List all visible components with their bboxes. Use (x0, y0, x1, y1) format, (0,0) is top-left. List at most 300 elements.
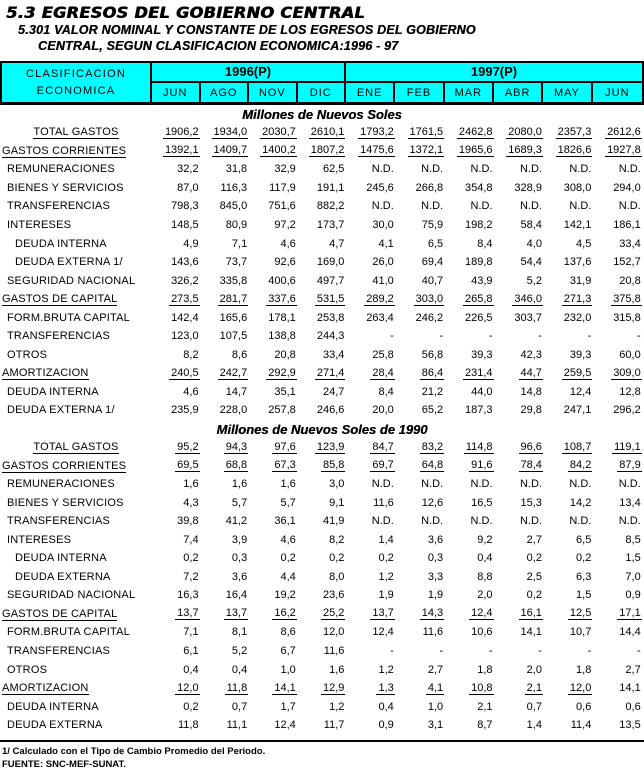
value-cell: 303,0 (415, 292, 444, 305)
value-cell: 246,2 (415, 311, 444, 324)
value-cell: 1,0 (280, 663, 296, 676)
footnote: 1/ Calculado con el Tipo de Cambio Promedio del Periodo. (2, 745, 266, 757)
value-cell: 169,0 (316, 256, 345, 269)
value-cell: 13,7 (225, 607, 248, 620)
value-cell: 13,7 (372, 607, 394, 620)
value-cell: 96,6 (520, 440, 542, 453)
value-cell: - (439, 330, 444, 343)
value-cell: 3,0 (329, 478, 345, 491)
value-cell: 2080,0 (508, 125, 542, 138)
value-cell: - (587, 330, 592, 343)
value-cell: 25,2 (322, 607, 345, 620)
value-cell: - (390, 330, 394, 343)
value-cell: 40,7 (421, 274, 444, 287)
value-cell: 24,7 (322, 385, 345, 398)
value-cell: 73,7 (225, 256, 248, 269)
table-row (0, 605, 644, 624)
value-cell: 41,9 (322, 515, 345, 528)
value-cell: 69,7 (372, 459, 394, 472)
value-cell: 6,5 (427, 237, 444, 250)
table-row (0, 660, 644, 679)
footer-divider (0, 740, 644, 742)
value-cell: 29,8 (520, 404, 542, 417)
value-cell: 0,2 (183, 700, 199, 713)
row-label: FORM.BRUTA CAPITAL (7, 311, 130, 324)
value-cell: 198,2 (465, 219, 493, 231)
row-label: GASTOS DE CAPITAL (2, 293, 118, 306)
section-title: Millones de Nuevos Soles (242, 107, 402, 122)
value-cell: 9,2 (477, 533, 493, 546)
row-label: INTERESES (7, 533, 72, 546)
table-row (0, 493, 644, 512)
value-cell: 97,2 (274, 219, 296, 231)
value-cell: 242,7 (219, 366, 248, 379)
value-cell: 10,8 (471, 681, 493, 694)
value-cell: N.D. (470, 478, 493, 491)
value-cell: 6,3 (576, 570, 592, 583)
value-cell: 95,2 (177, 440, 199, 453)
value-cell: 3,6 (427, 533, 444, 546)
value-cell: 232,0 (563, 311, 592, 324)
value-cell: 2610,1 (310, 125, 345, 138)
value-cell: N.D. (371, 163, 394, 176)
value-cell: 26,0 (372, 256, 394, 269)
value-cell: 69,4 (421, 256, 444, 269)
value-cell: 2,5 (526, 570, 542, 583)
value-cell: N.D. (371, 478, 394, 491)
value-cell: N.D. (470, 515, 493, 528)
value-cell: - (538, 330, 542, 343)
value-cell: 31,9 (569, 274, 592, 287)
value-cell: 44,0 (471, 385, 493, 398)
value-cell: 12,5 (569, 607, 592, 620)
classification-header-line1: CLASIFICACION (26, 68, 126, 81)
value-cell: 14,8 (520, 385, 542, 398)
table-body (0, 106, 644, 735)
value-cell: 64,8 (421, 459, 444, 472)
value-cell: N.D. (618, 200, 641, 213)
value-cell: 4,7 (329, 237, 345, 250)
value-cell: 2357,3 (557, 125, 592, 138)
value-cell: 94,3 (225, 440, 248, 453)
value-cell: 20,0 (372, 404, 394, 417)
value-cell: 14,2 (569, 496, 592, 509)
row-label: DEUDA INTERNA (7, 385, 99, 398)
value-cell: 28,4 (372, 366, 394, 379)
value-cell: 292,9 (268, 366, 296, 379)
value-cell: N.D. (519, 200, 542, 213)
value-cell: 14,1 (274, 681, 296, 694)
value-cell: N.D. (569, 478, 592, 491)
table-row (0, 642, 644, 661)
value-cell: 12,0 (569, 681, 592, 694)
page-subtitle-line2: CENTRAL, SEGUN CLASIFICACION ECONOMICA:1996 - 97 (38, 38, 399, 53)
value-cell: 246,6 (316, 404, 345, 417)
value-cell: 0,6 (625, 700, 641, 713)
value-cell: 1,5 (576, 589, 592, 602)
value-cell: 16,2 (274, 607, 296, 620)
value-cell: 281,7 (219, 292, 248, 305)
value-cell: 107,5 (219, 330, 248, 343)
value-cell: 10,7 (569, 626, 592, 639)
section-title: Millones de Nuevos Soles de 1990 (216, 421, 428, 437)
value-cell: 1965,6 (458, 144, 493, 157)
value-cell: 263,4 (366, 311, 394, 324)
value-cell: 8,6 (280, 626, 296, 639)
value-cell: 137,6 (563, 256, 592, 269)
value-cell: 8,0 (329, 570, 345, 583)
value-cell: N.D. (618, 515, 641, 528)
value-cell: 116,3 (220, 181, 248, 194)
table-row (0, 383, 644, 402)
table-row (0, 549, 644, 568)
value-cell: N.D. (470, 163, 493, 176)
value-cell: 1392,1 (164, 144, 199, 157)
value-cell: 1,6 (231, 478, 248, 491)
value-cell: 266,8 (415, 181, 444, 194)
value-cell: 68,8 (225, 459, 248, 472)
value-cell: 8,8 (477, 570, 493, 583)
row-label: OTROS (7, 348, 48, 361)
value-cell: 97,6 (274, 440, 296, 453)
value-cell: 16,4 (225, 589, 248, 602)
value-cell: 2,1 (526, 681, 542, 694)
value-cell: 1,8 (477, 663, 493, 676)
value-cell: 14,7 (225, 385, 248, 398)
value-cell: 43,9 (471, 274, 493, 287)
value-cell: 1409,7 (213, 144, 248, 157)
table-row (0, 568, 644, 587)
month-row (152, 83, 642, 102)
value-cell: 16,1 (520, 607, 542, 620)
value-cell: N.D. (421, 478, 444, 491)
value-cell: 78,4 (520, 459, 542, 472)
value-cell: 296,2 (613, 404, 641, 417)
value-cell: 12,8 (619, 385, 641, 398)
value-cell: 5,7 (231, 496, 248, 509)
value-cell: 8,4 (378, 385, 394, 398)
table-row (0, 475, 644, 494)
value-cell: 173,7 (316, 219, 345, 231)
row-label: DEUDA INTERNA (7, 700, 99, 713)
value-cell: 0,3 (427, 552, 444, 565)
value-cell: 4,3 (183, 496, 199, 509)
month-header-cell: MAR (445, 83, 494, 102)
row-label: AMORTIZACION (2, 682, 89, 695)
value-cell: 16,3 (177, 589, 199, 602)
value-cell: 497,7 (316, 274, 345, 287)
value-cell: 36,1 (274, 515, 296, 528)
value-cell: 7,1 (231, 237, 248, 250)
value-cell: 2030,7 (262, 125, 296, 138)
value-cell: 326,2 (171, 274, 199, 287)
value-cell: 845,0 (219, 200, 248, 213)
value-cell: 11,4 (570, 719, 592, 732)
table-row (0, 179, 644, 198)
table-row (0, 530, 644, 549)
value-cell: 12,6 (421, 496, 444, 509)
value-cell: 11,6 (373, 496, 394, 509)
row-label: TOTAL GASTOS (33, 126, 119, 139)
value-cell: 0,9 (625, 589, 641, 602)
table-row (0, 679, 644, 698)
value-cell: 882,2 (316, 200, 345, 213)
value-cell: 13,4 (619, 496, 641, 509)
page-title: 5.3 EGRESOS DEL GOBIERNO CENTRAL (6, 3, 365, 22)
value-cell: 41,2 (225, 515, 248, 528)
value-cell: 30,0 (372, 219, 394, 231)
value-cell: 1,4 (526, 719, 542, 732)
row-label: REMUNERACIONES (7, 478, 115, 491)
value-cell: 1,2 (378, 663, 394, 676)
row-label: SEGURIDAD NACIONAL (7, 589, 136, 602)
classification-header-line2: ECONOMICA (36, 84, 116, 97)
value-cell: 303,7 (514, 311, 542, 324)
value-cell: 14,1 (520, 626, 542, 639)
value-cell: 0,2 (526, 552, 542, 565)
value-cell: 67,3 (274, 459, 296, 472)
value-cell: 8,5 (625, 533, 641, 546)
value-cell: 0,6 (576, 700, 592, 713)
value-cell: 44,7 (520, 366, 542, 379)
value-cell: - (488, 330, 493, 343)
value-cell: 0,9 (378, 719, 394, 732)
row-label: BIENES Y SERVICIOS (7, 496, 124, 509)
value-cell: 13,7 (177, 607, 199, 620)
value-cell: 2462,8 (458, 125, 493, 138)
row-label: DEUDA EXTERNA (15, 570, 111, 583)
value-cell: 257,8 (268, 404, 296, 417)
value-cell: 309,0 (613, 366, 641, 379)
value-cell: 1,3 (378, 681, 394, 694)
value-cell: 5,2 (231, 645, 248, 658)
value-cell: 8,1 (231, 626, 248, 639)
table-row (0, 346, 644, 365)
value-cell: 7,0 (625, 570, 641, 583)
table-row (0, 216, 644, 235)
value-cell: 244,3 (316, 330, 345, 343)
value-cell: 1475,6 (360, 144, 394, 157)
value-cell: 19,2 (274, 589, 296, 602)
value-cell: 375,8 (613, 292, 641, 305)
month-header-cell: MAY (543, 83, 592, 102)
value-cell: 1,6 (280, 478, 296, 491)
value-cell: 3,3 (427, 570, 444, 583)
value-cell: 11,8 (178, 719, 199, 732)
value-cell: 4,6 (280, 533, 296, 546)
value-cell: 17,1 (619, 607, 641, 620)
value-cell: 14,4 (619, 626, 641, 639)
value-cell: 0,2 (378, 552, 394, 565)
value-cell: 10,6 (471, 626, 493, 639)
value-cell: 1807,2 (310, 144, 345, 157)
value-cell: 2,7 (427, 663, 444, 676)
month-header-cell: DIC (298, 83, 347, 102)
value-cell: 1,9 (427, 589, 444, 602)
row-label: AMORTIZACION (2, 367, 89, 380)
value-cell: 354,8 (465, 181, 493, 194)
value-cell: 33,4 (322, 348, 345, 361)
value-cell: 751,6 (268, 200, 296, 213)
value-cell: 2,1 (477, 700, 493, 713)
value-cell: 1793,2 (360, 125, 394, 138)
table-row (0, 197, 644, 216)
value-cell: 0,4 (183, 663, 199, 676)
value-cell: N.D. (470, 200, 493, 213)
value-cell: 1689,3 (508, 144, 542, 157)
row-label: GASTOS CORRIENTES (2, 459, 127, 472)
value-cell: 32,9 (274, 163, 296, 176)
value-cell: 0,4 (477, 552, 493, 565)
row-label: TRANSFERENCIAS (7, 645, 111, 658)
value-cell: - (439, 645, 444, 658)
row-label: DEUDA INTERNA (15, 552, 107, 565)
value-cell: N.D. (421, 200, 444, 213)
value-cell: 6,5 (576, 533, 592, 546)
row-label: SEGURIDAD NACIONAL (7, 274, 136, 287)
value-cell: 337,6 (268, 292, 296, 305)
value-cell: N.D. (569, 200, 592, 213)
value-cell: 14,1 (619, 682, 641, 695)
value-cell: 308,0 (563, 181, 592, 194)
table-row (0, 697, 644, 716)
value-cell: - (488, 645, 493, 658)
row-label: TOTAL GASTOS (33, 441, 119, 454)
value-cell: 178,1 (268, 311, 296, 324)
value-cell: 87,9 (619, 459, 641, 472)
value-cell: N.D. (519, 163, 542, 176)
value-cell: 315,8 (613, 311, 641, 324)
value-cell: 1,2 (329, 700, 345, 713)
table-row (0, 234, 644, 253)
table-row (0, 253, 644, 272)
value-cell: 328,9 (514, 181, 542, 194)
value-cell: 191,1 (316, 181, 345, 194)
value-cell: 39,8 (177, 515, 199, 528)
value-cell: 114,8 (465, 440, 493, 453)
value-cell: N.D. (569, 515, 592, 528)
value-cell: 2,0 (526, 663, 542, 676)
value-cell: 7,4 (183, 533, 199, 546)
value-cell: 117,9 (269, 181, 296, 194)
value-cell: 798,3 (171, 200, 199, 213)
value-cell: 4,5 (576, 237, 592, 250)
value-cell: 0,2 (183, 552, 199, 565)
value-cell: 1,9 (378, 589, 394, 602)
value-cell: 4,9 (183, 237, 199, 250)
month-header-cell: NOV (249, 83, 298, 102)
value-cell: 231,4 (465, 366, 493, 379)
value-cell: 16,5 (471, 496, 493, 509)
value-cell: 56,8 (421, 348, 444, 361)
value-cell: 2,0 (477, 589, 493, 602)
value-cell: 123,9 (316, 440, 345, 453)
value-cell: 235,9 (171, 404, 199, 417)
value-cell: 189,8 (465, 256, 493, 269)
source-note: FUENTE: SNC-MEF-SUNAT. (2, 758, 126, 770)
value-cell: 25,8 (372, 348, 394, 361)
value-cell: 8,4 (477, 237, 493, 250)
value-cell: 4,6 (183, 385, 199, 398)
value-cell: 4,1 (427, 681, 444, 694)
value-cell: 32,2 (177, 163, 199, 176)
value-cell: 123,0 (171, 330, 199, 343)
value-cell: 228,0 (219, 404, 248, 417)
month-header-cell: ABR (494, 83, 543, 102)
table-row (0, 623, 644, 642)
value-cell: 271,4 (316, 366, 345, 379)
value-cell: N.D. (421, 163, 444, 176)
value-cell: 12,4 (471, 607, 493, 620)
value-cell: - (637, 330, 641, 343)
value-cell: 186,1 (613, 219, 641, 231)
value-cell: 1906,2 (164, 125, 199, 138)
table-row (0, 327, 644, 346)
table-row (0, 160, 644, 179)
row-label: INTERESES (7, 219, 72, 231)
value-cell: 265,8 (465, 292, 493, 305)
value-cell: 1934,0 (213, 125, 248, 138)
value-cell: 3,1 (427, 719, 444, 732)
value-cell: 7,2 (183, 570, 199, 583)
value-cell: 247,1 (563, 404, 592, 417)
value-cell: 1927,8 (607, 144, 641, 157)
value-cell: 240,5 (171, 366, 199, 379)
value-cell: 138,8 (268, 330, 296, 343)
row-label: OTROS (7, 663, 48, 676)
value-cell: 294,0 (613, 181, 641, 194)
value-cell: 271,3 (563, 292, 592, 305)
value-cell: 119,1 (614, 440, 641, 453)
value-cell: 273,5 (171, 292, 199, 305)
value-cell: 1,2 (378, 570, 394, 583)
value-cell: 20,8 (274, 348, 296, 361)
value-cell: 11,7 (323, 719, 345, 732)
value-cell: 5,7 (280, 496, 296, 509)
value-cell: 4,1 (378, 237, 394, 250)
value-cell: 39,3 (471, 348, 493, 361)
table-row (0, 364, 644, 383)
value-cell: 84,2 (569, 459, 592, 472)
value-cell: 3,9 (231, 533, 248, 546)
value-cell: 62,5 (322, 163, 345, 176)
value-cell: 75,9 (421, 219, 444, 231)
value-cell: 54,4 (520, 256, 542, 269)
table-row (0, 456, 644, 475)
row-label: TRANSFERENCIAS (7, 515, 111, 528)
value-cell: 5,2 (526, 274, 542, 287)
value-cell: 60,0 (619, 348, 641, 361)
value-cell: - (538, 645, 542, 658)
value-cell: 8,2 (183, 348, 199, 361)
value-cell: 15,3 (520, 496, 542, 509)
value-cell: 11,8 (226, 681, 248, 694)
table-row (0, 716, 644, 735)
value-cell: 12,0 (177, 681, 199, 694)
row-label: REMUNERACIONES (7, 163, 115, 176)
row-label: TRANSFERENCIAS (7, 330, 111, 343)
row-label: TRANSFERENCIAS (7, 200, 111, 213)
value-cell: 11,6 (323, 645, 345, 658)
year-month-header (152, 63, 642, 102)
value-cell: 108,7 (563, 440, 592, 453)
value-cell: 33,4 (619, 237, 641, 250)
value-cell: 11,1 (226, 719, 248, 732)
value-cell: 1,7 (280, 700, 296, 713)
value-cell: 165,6 (219, 311, 248, 324)
value-cell: 42,3 (520, 348, 542, 361)
value-cell: 0,2 (280, 552, 296, 565)
